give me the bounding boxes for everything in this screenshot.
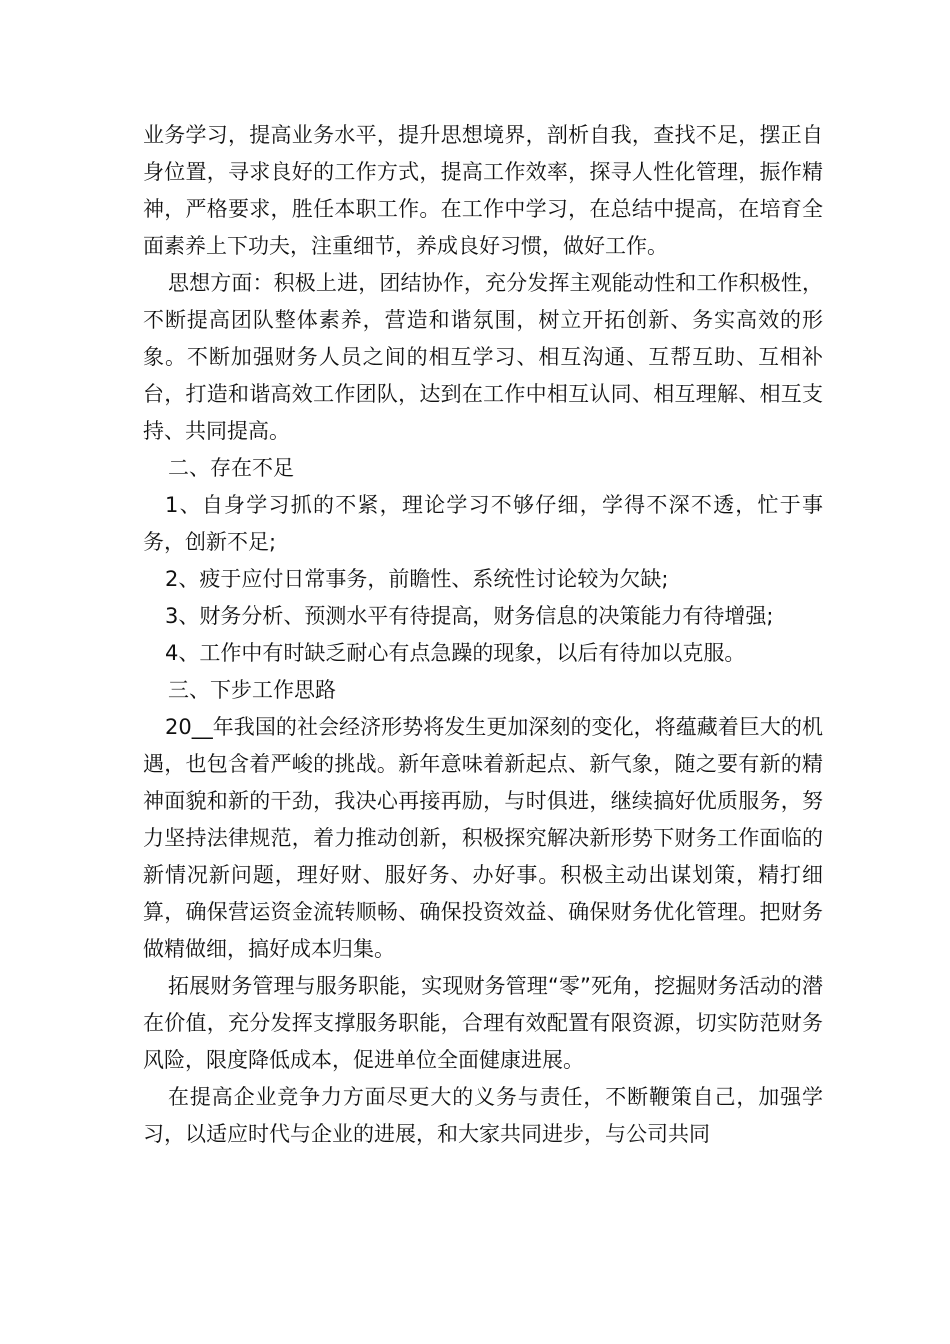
- paragraph-expand-functions: 拓展财务管理与服务职能，实现财务管理“零”死角，挖掘财务活动的潜在价值，充分发挥支撑服务职能，合理有效配置有限资源，切实防范财务风险，限度降低成本，促进单位全面健康进展。: [143, 974, 823, 1072]
- paragraph-work-learning: 业务学习，提高业务水平，提升思想境界，剖析自我，查找不足，摆正自身位置，寻求良好的工作方式，提高工作效率，探寻人性化管理，振作精神，严格要求，胜任本职工作。在工作中学习，在总结中提高，在培育全面素养上下功夫，注重细节，养成良好习惯，做好工作。: [143, 123, 823, 258]
- section-heading-shortcomings: 二、存在不足: [168, 456, 294, 480]
- section-heading-next-steps: 三、下步工作思路: [168, 678, 336, 702]
- list-item-shortcoming-1: 1、自身学习抓的不紧，理论学习不够仔细，学得不深不透，忙于事务，创新不足;: [143, 493, 823, 554]
- paragraph-thinking: 思想方面：积极上进，团结协作，充分发挥主观能动性和工作积极性，不断提高团队整体素养，营造和谐氛围，树立开拓创新、务实高效的形象。不断加强财务人员之间的相互学习、相互沟通、互帮互助、互相补台，打造和谐高效工作团队，达到在工作中相互认同、相互理解、相互支持、共同提高。: [143, 271, 823, 443]
- document-body: [143, 117, 823, 1153]
- paragraph-competitiveness: 在提高企业竞争力方面尽更大的义务与责任，不断鞭策自己，加强学习，以适应时代与企业的进展，和大家共同进步，与公司共同: [143, 1085, 823, 1146]
- paragraph-next-year: 20__年我国的社会经济形势将发生更加深刻的变化，将蕴藏着巨大的机遇，也包含着严峻的挑战。新年意味着新起点、新气象，随之要有新的精神面貌和新的干劲，我决心再接再励，与时俱进，继续搞好优质服务，努力坚持法律规范，着力推动创新，积极探究解决新形势下财务工作面临的新情况新问题，理好财、服好务、办好事。积极主动出谋划策，精打细算，确保营运资金流转顺畅、确保投资效益、确保财务优化管理。把财务做精做细，搞好成本归集。: [143, 715, 823, 961]
- list-item-shortcoming-3: 3、财务分析、预测水平有待提高，财务信息的决策能力有待增强;: [165, 604, 774, 628]
- list-item-shortcoming-2: 2、疲于应付日常事务，前瞻性、系统性讨论较为欠缺;: [165, 567, 669, 591]
- list-item-shortcoming-4: 4、工作中有时缺乏耐心有点急躁的现象，以后有待加以克服。: [165, 641, 746, 665]
